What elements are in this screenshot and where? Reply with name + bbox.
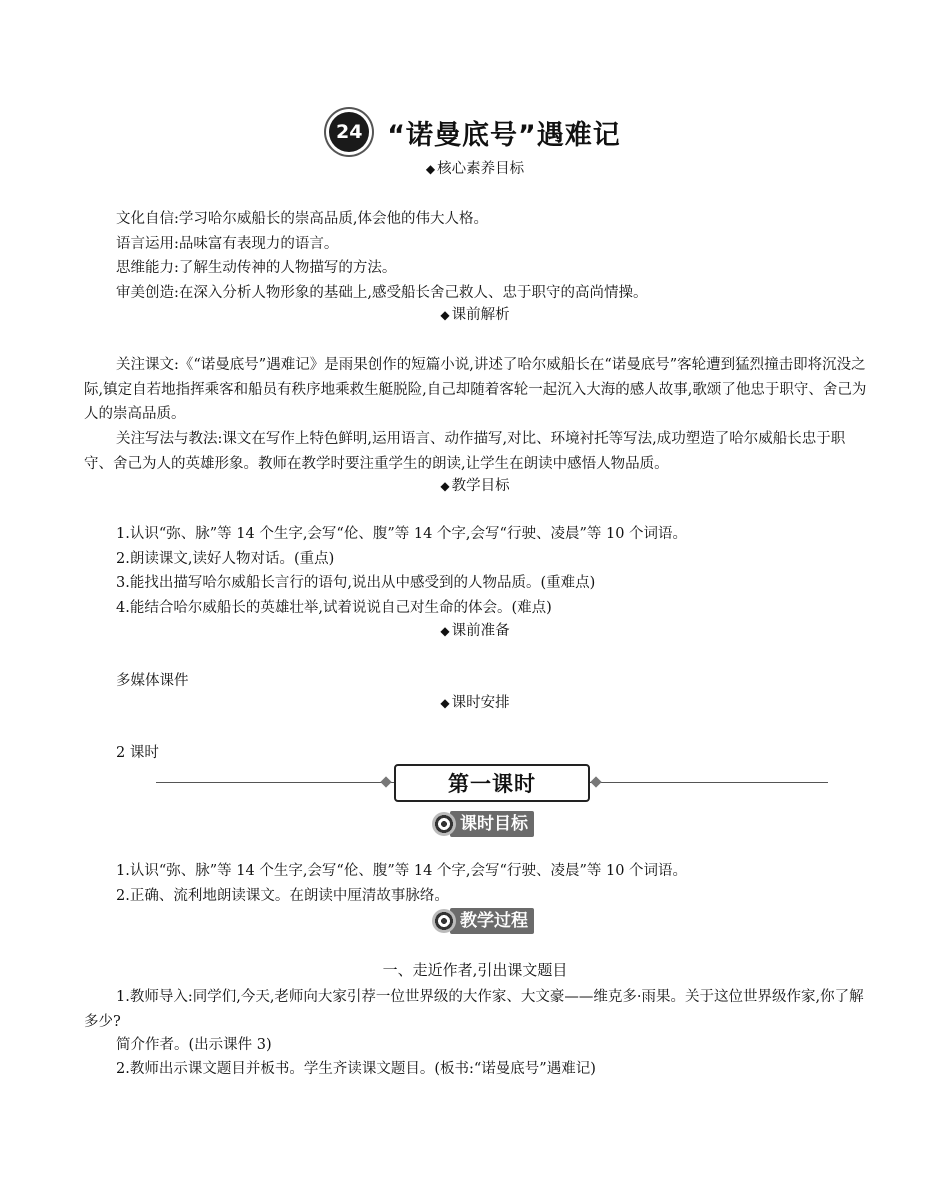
core-goal-item: 思维能力:了解生动传神的人物描写的方法。 <box>116 260 397 276</box>
step-heading: 一、走近作者,引出课文题目 <box>382 961 568 979</box>
lesson-title: “诺曼底号”遇难记 <box>387 119 621 151</box>
diamond-icon: ◆ <box>440 696 450 710</box>
lesson-goal-item: 1.认识“弥、脉”等 14 个生字,会写“伦、腹”等 14 个字,会写“行驶、凌晨”等 10 个词语。 <box>116 863 688 879</box>
step-paragraph: 1.教师导入:同学们,今天,老师向大家引荐一位世界级的大作家、大文豪——维克多·雨果。关于这位世界级作家,你了解多少? <box>84 989 864 1030</box>
banner-left-dot <box>380 776 391 787</box>
section-heading-core-goals <box>0 159 950 179</box>
banner-right-dot <box>590 776 601 787</box>
target-icon <box>432 909 456 933</box>
lesson-period-banner: 第一课时 <box>394 764 590 802</box>
section-heading-teaching-goals <box>0 476 950 496</box>
tag-label: 教学过程 <box>450 908 534 934</box>
analysis-paragraph: 关注写法与教法:课文在写作上特色鲜明,运用语言、动作描写,对比、环境衬托等写法,成功塑造了哈尔威船长忠于职守、舍己为人的英雄形象。教师在教学时要注重学生的朗读,让学生在朗读中感悟人物品质。 <box>84 431 846 472</box>
lesson-number-badge: 24 <box>329 112 369 152</box>
section-heading-label: 教学目标 <box>451 478 510 494</box>
analysis-paragraph: 关注课文:《“诺曼底号”遇难记》是雨果创作的短篇小说,讲述了哈尔威船长在“诺曼底号”客轮遭到猛烈撞击即将沉没之际,镇定自若地指挥乘客和船员有秩序地乘救生艇脱险,自己却随着客轮一起沉入大海的感人故事,歌颂了他忠于职守、舍己为人的崇高品质。 <box>84 357 867 422</box>
core-goal-item: 审美创造:在深入分析人物形象的基础上,感受船长舍己救人、忠于职守的高尚情操。 <box>116 285 648 301</box>
core-goal-item: 语言运用:品味富有表现力的语言。 <box>116 236 339 252</box>
diamond-icon: ◆ <box>440 308 450 322</box>
teaching-goal-item: 1.认识“弥、脉”等 14 个生字,会写“伦、腹”等 14 个字,会写“行驶、凌晨”等 10 个词语。 <box>116 526 688 542</box>
section-heading-label: 课前准备 <box>451 623 510 639</box>
section-heading-pre-analysis <box>0 305 950 325</box>
teaching-goal-item: 4.能结合哈尔威船长的英雄壮举,试着说说自己对生命的体会。(难点) <box>116 600 552 616</box>
section-heading-label: 课时安排 <box>451 695 510 711</box>
lesson-goals-tag <box>432 811 534 837</box>
teaching-goal-item: 3.能找出描写哈尔威船长言行的语句,说出从中感受到的人物品质。(重难点) <box>116 575 596 591</box>
diamond-icon: ◆ <box>440 479 450 493</box>
section-heading-label: 课前解析 <box>451 307 510 323</box>
step-paragraph: 简介作者。(出示课件 3) <box>116 1037 272 1053</box>
teaching-process-tag <box>432 908 534 934</box>
preparation-text: 多媒体课件 <box>116 673 189 689</box>
lesson-goal-item: 2.正确、流利地朗读课文。在朗读中厘清故事脉络。 <box>116 888 449 904</box>
section-heading-preparation <box>0 621 950 641</box>
step-paragraph: 2.教师出示课文题目并板书。学生齐读课文题目。(板书:“诺曼底号”遇难记) <box>116 1061 596 1077</box>
section-heading-label: 核心素养目标 <box>437 161 525 177</box>
diamond-icon: ◆ <box>440 624 450 638</box>
lesson-header <box>0 112 950 158</box>
schedule-text: 2 课时 <box>116 745 159 761</box>
core-goal-item: 文化自信:学习哈尔威船长的崇高品质,体会他的伟大人格。 <box>116 211 488 227</box>
target-icon <box>432 812 456 836</box>
diamond-icon: ◆ <box>425 162 436 176</box>
section-heading-schedule <box>0 693 950 713</box>
tag-label: 课时目标 <box>450 811 534 837</box>
teaching-goal-item: 2.朗读课文,读好人物对话。(重点) <box>116 551 335 567</box>
